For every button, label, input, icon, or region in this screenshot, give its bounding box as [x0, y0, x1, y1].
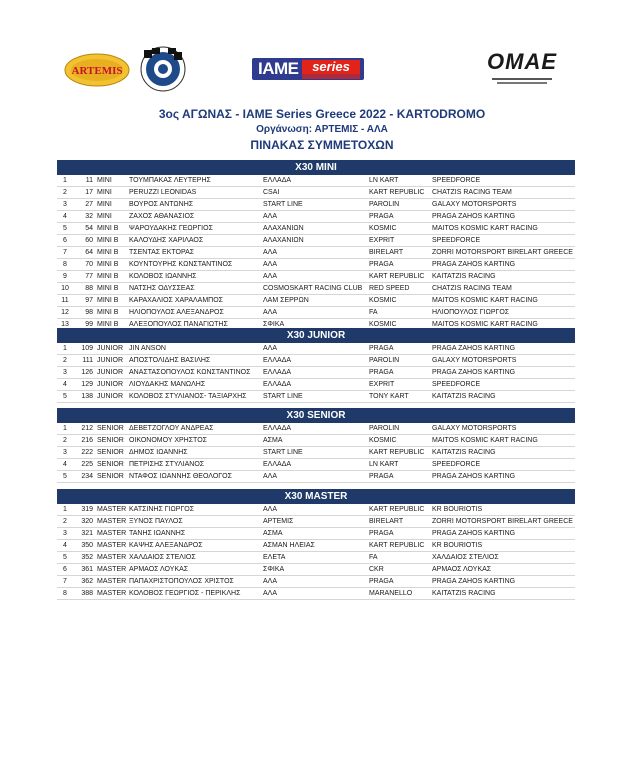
cell-number: 17	[85, 189, 93, 196]
cell-club: ΕΛΛΑΔΑ	[263, 461, 292, 468]
cell-club: ΣΦΙΚΑ	[263, 566, 285, 573]
cell-chassis: BIRELART	[369, 249, 404, 256]
cell-club: ΑΛΑ	[263, 578, 278, 585]
cell-pos: 2	[63, 518, 67, 525]
cell-number: 212	[81, 425, 93, 432]
omae-logo-text: OMAE	[487, 49, 557, 74]
cell-driver: ΧΑΛΔΑΙΟΣ ΣΤΕΛΙΟΣ	[129, 554, 196, 561]
section-header: X30 MINI	[57, 160, 575, 175]
cell-team: KAITATZIS RACING	[432, 449, 496, 456]
cell-pos: 5	[63, 225, 67, 232]
cell-chassis: BIRELART	[369, 518, 404, 525]
cell-category: MINI B	[97, 237, 119, 244]
cell-pos: 1	[63, 425, 67, 432]
organizer-line: Οργάνωση: ΑΡΤΕΜΙΣ - ΑΛΑ	[256, 124, 388, 135]
table-row	[57, 223, 575, 235]
table-row	[57, 235, 575, 247]
cell-driver: ΑΝΑΣΤΑΣΟΠΟΥΛΟΣ ΚΩΝΣΤΑΝΤΙΝΟΣ	[129, 369, 251, 376]
artemis-logo	[63, 52, 131, 88]
cell-driver: ΚΑΨΗΣ ΑΛΕΞΑΝΔΡΟΣ	[129, 542, 203, 549]
cell-team: CHATZIS RACING TEAM	[432, 189, 512, 196]
cell-club: ΕΛΛΑΔΑ	[263, 425, 292, 432]
cell-team: GALAXY MOTORSPORTS	[432, 201, 517, 208]
cell-driver: ΤΣΕΝΤΑΣ ΕΚΤΟΡΑΣ	[129, 249, 195, 256]
cell-category: MINI	[97, 201, 112, 208]
table-row	[57, 343, 575, 355]
section-x30-mini	[57, 160, 575, 331]
omae-tagline-graphic	[487, 77, 557, 87]
cell-chassis: EXPRIT	[369, 237, 395, 244]
cell-driver: ΑΛΕΞΟΠΟΥΛΟΣ ΠΑΝΑΓΙΩΤΗΣ	[129, 321, 228, 328]
cell-pos: 13	[61, 321, 69, 328]
cell-club: ΕΛΛΑΔΑ	[263, 357, 292, 364]
cell-chassis: PRAGA	[369, 369, 394, 376]
series-logo-text: series	[302, 60, 360, 74]
cell-number: 320	[81, 518, 93, 525]
cell-pos: 10	[61, 285, 69, 292]
iame-series-logo	[252, 58, 364, 80]
cell-chassis: PAROLIN	[369, 425, 400, 432]
section-x30-master	[57, 489, 575, 600]
cell-team: GALAXY MOTORSPORTS	[432, 425, 517, 432]
cell-category: MASTER	[97, 530, 127, 537]
cell-number: 234	[81, 473, 93, 480]
cell-chassis: KART REPUBLIC	[369, 449, 425, 456]
cell-category: MINI B	[97, 261, 119, 268]
table-row	[57, 355, 575, 367]
table-row	[57, 259, 575, 271]
table-title: ΠΙΝΑΚΑΣ ΣΥΜΜΕΤΟΧΩΝ	[250, 138, 394, 152]
cell-number: 27	[85, 201, 93, 208]
cell-chassis: FA	[369, 309, 378, 316]
logo-bar	[0, 40, 644, 100]
table-row	[57, 435, 575, 447]
cell-number: 54	[85, 225, 93, 232]
cell-pos: 4	[63, 542, 67, 549]
cell-driver: ΚΟΛΟΒΟΣ ΙΩΑΝΝΗΣ	[129, 273, 197, 280]
cell-team: PRAGA ZAHOS KARTING	[432, 261, 516, 268]
cell-chassis: PRAGA	[369, 261, 394, 268]
cell-club: ΑΛΑ	[263, 213, 278, 220]
cell-team: ΧΑΛΔΑΙΟΣ ΣΤΕΛΙΟΣ	[432, 554, 499, 561]
cell-club: ΣΦΙΚΑ	[263, 321, 285, 328]
cell-chassis: KART REPUBLIC	[369, 273, 425, 280]
cell-club: ΕΛΛΑΔΑ	[263, 369, 292, 376]
table-row	[57, 367, 575, 379]
cell-club: ΑΛΑ	[263, 506, 278, 513]
cell-number: 352	[81, 554, 93, 561]
cell-chassis: EXPRIT	[369, 381, 395, 388]
cell-pos: 2	[63, 189, 67, 196]
cell-pos: 7	[63, 578, 67, 585]
cell-chassis: KOSMIC	[369, 225, 397, 232]
cell-team: KR BOURIOTIS	[432, 542, 483, 549]
cell-team: SPEEDFORCE	[432, 237, 481, 244]
table-row	[57, 540, 575, 552]
cell-category: JUNIOR	[97, 393, 124, 400]
cell-category: MINI B	[97, 225, 119, 232]
cell-pos: 3	[63, 530, 67, 537]
cell-driver: ΚΑΡΑΧΑΛΙΟΣ ΧΑΡΑΛΑΜΠΟΣ	[129, 297, 223, 304]
cell-team: PRAGA ZAHOS KARTING	[432, 345, 516, 352]
cell-number: 64	[85, 249, 93, 256]
section-x30-senior	[57, 408, 575, 483]
table-row	[57, 552, 575, 564]
cell-chassis: LN KART	[369, 177, 399, 184]
cell-number: 126	[81, 369, 93, 376]
svg-text:ARTEMIS: ARTEMIS	[71, 65, 123, 77]
cell-club: START LINE	[263, 393, 303, 400]
section-x30-junior	[57, 328, 575, 403]
cell-category: MINI B	[97, 249, 119, 256]
cell-chassis: KOSMIC	[369, 321, 397, 328]
table-row	[57, 459, 575, 471]
cell-team: SPEEDFORCE	[432, 177, 481, 184]
cell-pos: 6	[63, 566, 67, 573]
table-row	[57, 528, 575, 540]
cell-pos: 5	[63, 393, 67, 400]
cell-club: ΕΛΕΤΑ	[263, 554, 286, 561]
cell-number: 70	[85, 261, 93, 268]
cell-chassis: PAROLIN	[369, 201, 400, 208]
cell-category: JUNIOR	[97, 381, 124, 388]
cell-club: ΑΣΜΑΝ ΗΛΕΙΑΣ	[263, 542, 315, 549]
cell-pos: 4	[63, 213, 67, 220]
cell-number: 77	[85, 273, 93, 280]
cell-club: ΕΛΛΑΔΑ	[263, 381, 292, 388]
table-row	[57, 504, 575, 516]
club-emblem-logo	[140, 46, 186, 92]
cell-team: SPEEDFORCE	[432, 461, 481, 468]
cell-chassis: PRAGA	[369, 530, 394, 537]
cell-category: MINI	[97, 213, 112, 220]
table-row	[57, 187, 575, 199]
cell-pos: 11	[61, 297, 69, 304]
cell-category: SENIOR	[97, 461, 124, 468]
table-row	[57, 564, 575, 576]
cell-driver: ΔΗΜΟΣ ΙΩΑΝΝΗΣ	[129, 449, 188, 456]
cell-chassis: PRAGA	[369, 578, 394, 585]
cell-number: 388	[81, 590, 93, 597]
cell-chassis: TONY KART	[369, 393, 409, 400]
cell-category: MINI	[97, 177, 112, 184]
cell-chassis: KART REPUBLIC	[369, 189, 425, 196]
cell-team: PRAGA ZAHOS KARTING	[432, 213, 516, 220]
cell-team: PRAGA ZAHOS KARTING	[432, 473, 516, 480]
cell-number: 97	[85, 297, 93, 304]
cell-driver: PERUZZI LEONIDAS	[129, 189, 197, 196]
table-row	[57, 211, 575, 223]
cell-club: START LINE	[263, 201, 303, 208]
cell-club: ΑΛΑΧΑΝΙΩΝ	[263, 225, 304, 232]
cell-number: 321	[81, 530, 93, 537]
cell-driver: ΠΕΤΡΙΣΗΣ ΣΤΥΛΙΑΝΟΣ	[129, 461, 205, 468]
cell-team: KAITATZIS RACING	[432, 590, 496, 597]
cell-pos: 2	[63, 357, 67, 364]
cell-club: ΛΑΜ ΣΕΡΡΩΝ	[263, 297, 309, 304]
cell-club: ΑΛΑ	[263, 345, 278, 352]
cell-pos: 8	[63, 261, 67, 268]
cell-chassis: CKR	[369, 566, 384, 573]
cell-driver: ΟΙΚΟΝΟΜΟΥ ΧΡΗΣΤΟΣ	[129, 437, 207, 444]
cell-category: JUNIOR	[97, 357, 124, 364]
cell-chassis: PRAGA	[369, 345, 394, 352]
cell-category: MASTER	[97, 578, 127, 585]
cell-team: MAITOS KOSMIC KART RACING	[432, 321, 538, 328]
cell-chassis: MARANELLO	[369, 590, 413, 597]
cell-team: CHATZIS RACING TEAM	[432, 285, 512, 292]
cell-number: 216	[81, 437, 93, 444]
cell-number: 129	[81, 381, 93, 388]
cell-driver: ΒΟΥΡΟΣ ΑΝΤΩΝΗΣ	[129, 201, 194, 208]
cell-team: ΑΡΜΑΟΣ ΛΟΥΚΑΣ	[432, 566, 492, 573]
cell-team: GALAXY MOTORSPORTS	[432, 357, 517, 364]
table-row	[57, 247, 575, 259]
cell-team: KAITATZIS RACING	[432, 273, 496, 280]
cell-club: COSMOSKART RACING CLUB	[263, 285, 363, 292]
cell-driver: ΤΑΝΗΣ ΙΩΑΝΝΗΣ	[129, 530, 186, 537]
cell-number: 319	[81, 506, 93, 513]
table-row	[57, 576, 575, 588]
cell-team: PRAGA ZAHOS KARTING	[432, 369, 516, 376]
cell-category: SENIOR	[97, 473, 124, 480]
cell-number: 222	[81, 449, 93, 456]
cell-driver: ΚΑΛΟΥΔΗΣ ΧΑΡΙΛΑΟΣ	[129, 237, 204, 244]
cell-chassis: PRAGA	[369, 473, 394, 480]
section-header: X30 JUNIOR	[57, 328, 575, 343]
cell-number: 60	[85, 237, 93, 244]
cell-team: MAITOS KOSMIC KART RACING	[432, 225, 538, 232]
cell-club: ΑΡΤΕΜΙΣ	[263, 518, 294, 525]
cell-club: ΑΣΜΑ	[263, 437, 283, 444]
cell-club: ΑΛΑ	[263, 309, 278, 316]
cell-club: ΑΛΑΧΑΝΙΩΝ	[263, 237, 304, 244]
table-row	[57, 391, 575, 403]
cell-pos: 4	[63, 461, 67, 468]
table-row	[57, 516, 575, 528]
cell-category: MASTER	[97, 518, 127, 525]
cell-pos: 1	[63, 177, 67, 184]
section-header: X30 SENIOR	[57, 408, 575, 423]
cell-chassis: LN KART	[369, 461, 399, 468]
cell-pos: 8	[63, 590, 67, 597]
section-header: X30 MASTER	[57, 489, 575, 504]
cell-club: ΑΛΑ	[263, 473, 278, 480]
cell-club: ΑΛΑ	[263, 261, 278, 268]
page-title: 3ος ΑΓΩΝΑΣ - IAME Series Greece 2022 - KARTODROMO	[158, 107, 486, 121]
cell-chassis: KART REPUBLIC	[369, 542, 425, 549]
cell-category: MASTER	[97, 506, 127, 513]
cell-team: MAITOS KOSMIC KART RACING	[432, 297, 538, 304]
cell-pos: 12	[61, 309, 69, 316]
cell-pos: 3	[63, 201, 67, 208]
cell-pos: 3	[63, 449, 67, 456]
cell-chassis: RED SPEED	[369, 285, 410, 292]
cell-category: MASTER	[97, 590, 127, 597]
cell-club: ΑΛΑ	[263, 273, 278, 280]
cell-number: 99	[85, 321, 93, 328]
iame-logo-text: IAME	[258, 59, 299, 78]
cell-driver: ΔΕΒΕΤΖΟΓΛΟΥ ΑΝΔΡΕΑΣ	[129, 425, 214, 432]
table-row	[57, 283, 575, 295]
cell-driver: ΤΟΥΜΠΑΚΑΣ ΛΕΥΤΕΡΗΣ	[129, 177, 211, 184]
cell-team: KR BOURIOTIS	[432, 506, 483, 513]
cell-chassis: PRAGA	[369, 213, 394, 220]
cell-pos: 7	[63, 249, 67, 256]
cell-chassis: FA	[369, 554, 378, 561]
cell-number: 350	[81, 542, 93, 549]
cell-number: 138	[81, 393, 93, 400]
cell-driver: ΝΤΑΦΟΣ ΙΩΑΝΝΗΣ ΘΕΟΛΟΓΟΣ	[129, 473, 232, 480]
table-row	[57, 471, 575, 483]
cell-team: ZORRI MOTORSPORT BIRELART GREECE	[432, 518, 573, 525]
table-row	[57, 271, 575, 283]
cell-category: JUNIOR	[97, 345, 124, 352]
cell-driver: ΝΑΤΣΗΣ ΟΔΥΣΣΕΑΣ	[129, 285, 195, 292]
cell-number: 11	[85, 177, 93, 184]
cell-number: 32	[85, 213, 93, 220]
cell-number: 98	[85, 309, 93, 316]
cell-number: 88	[85, 285, 93, 292]
cell-team: PRAGA ZAHOS KARTING	[432, 530, 516, 537]
cell-team: SPEEDFORCE	[432, 381, 481, 388]
table-row	[57, 423, 575, 435]
cell-driver: ΖΑΧΟΣ ΑΘΑΝΑΣΙΟΣ	[129, 213, 195, 220]
cell-category: MINI B	[97, 273, 119, 280]
cell-driver: ΠΑΠΑΧΡΙΣΤΟΠΟΥΛΟΣ ΧΡΙΣΤΟΣ	[129, 578, 234, 585]
cell-category: SENIOR	[97, 425, 124, 432]
table-row	[57, 588, 575, 600]
cell-driver: ΗΛΙΟΠΟΥΛΟΣ ΑΛΕΞΑΝΔΡΟΣ	[129, 309, 224, 316]
cell-category: SENIOR	[97, 437, 124, 444]
cell-category: MINI	[97, 189, 112, 196]
cell-pos: 6	[63, 237, 67, 244]
table-row	[57, 175, 575, 187]
cell-pos: 1	[63, 506, 67, 513]
cell-driver: ΚΟΛΟΒΟΣ ΣΤΥΛΙΑΝΟΣ- ΤΑΞΙΑΡΧΗΣ	[129, 393, 247, 400]
cell-driver: ΨΑΡΟΥΔΑΚΗΣ ΓΕΩΡΓΙΟΣ	[129, 225, 213, 232]
cell-category: MINI B	[97, 285, 119, 292]
cell-pos: 3	[63, 369, 67, 376]
cell-category: MINI B	[97, 297, 119, 304]
cell-driver: ΛΙΟΥΔΑΚΗΣ ΜΑΝΩΛΗΣ	[129, 381, 206, 388]
cell-pos: 5	[63, 554, 67, 561]
cell-team: KAITATZIS RACING	[432, 393, 496, 400]
cell-team: PRAGA ZAHOS KARTING	[432, 578, 516, 585]
cell-number: 109	[81, 345, 93, 352]
cell-pos: 2	[63, 437, 67, 444]
cell-category: MINI B	[97, 321, 119, 328]
cell-number: 361	[81, 566, 93, 573]
cell-club: ΕΛΛΑΔΑ	[263, 177, 292, 184]
cell-category: MASTER	[97, 542, 127, 549]
cell-chassis: KOSMIC	[369, 437, 397, 444]
cell-category: MINI B	[97, 309, 119, 316]
cell-number: 111	[82, 357, 93, 364]
cell-driver: ΚΟΥΝΤΟΥΡΗΣ ΚΩΝΣΤΑΝΤΙΝΟΣ	[129, 261, 233, 268]
cell-driver: ΑΠΟΣΤΟΛΙΔΗΣ ΒΑΣΙΛΗΣ	[129, 357, 211, 364]
cell-driver: ΑΡΜΑΟΣ ΛΟΥΚΑΣ	[129, 566, 189, 573]
table-row	[57, 447, 575, 459]
cell-club: ΑΛΑ	[263, 249, 278, 256]
cell-category: SENIOR	[97, 449, 124, 456]
cell-club: ΑΣΜΑ	[263, 530, 283, 537]
cell-category: MASTER	[97, 554, 127, 561]
cell-club: ΑΛΑ	[263, 590, 278, 597]
cell-driver: ΚΟΛΟΒΟΣ ΓΕΩΡΓΙΟΣ - ΠΕΡΙΚΛΗΣ	[129, 590, 241, 597]
cell-pos: 5	[63, 473, 67, 480]
cell-club: CSAI	[263, 189, 280, 196]
cell-driver: JIN ANSON	[129, 345, 166, 352]
table-row	[57, 295, 575, 307]
cell-number: 362	[81, 578, 93, 585]
cell-pos: 1	[63, 345, 67, 352]
cell-club: START LINE	[263, 449, 303, 456]
table-row	[57, 379, 575, 391]
cell-chassis: KOSMIC	[369, 297, 397, 304]
table-row	[57, 307, 575, 319]
cell-driver: ΞΥΝΟΣ ΠΑΥΛΟΣ	[129, 518, 183, 525]
cell-team: ZORRI MOTORSPORT BIRELART GREECE	[432, 249, 573, 256]
omae-logo	[482, 50, 562, 90]
cell-team: ΗΛΙΟΠΟΥΛΟΣ ΓΙΩΡΓΟΣ	[432, 309, 510, 316]
cell-team: MAITOS KOSMIC KART RACING	[432, 437, 538, 444]
cell-chassis: KART REPUBLIC	[369, 506, 425, 513]
cell-category: JUNIOR	[97, 369, 124, 376]
cell-chassis: PAROLIN	[369, 357, 400, 364]
cell-number: 225	[81, 461, 93, 468]
table-row	[57, 199, 575, 211]
cell-pos: 9	[63, 273, 67, 280]
cell-category: MASTER	[97, 566, 127, 573]
cell-driver: ΚΑΤΣΙΝΗΣ ΓΙΩΡΓΟΣ	[129, 506, 195, 513]
cell-pos: 4	[63, 381, 67, 388]
